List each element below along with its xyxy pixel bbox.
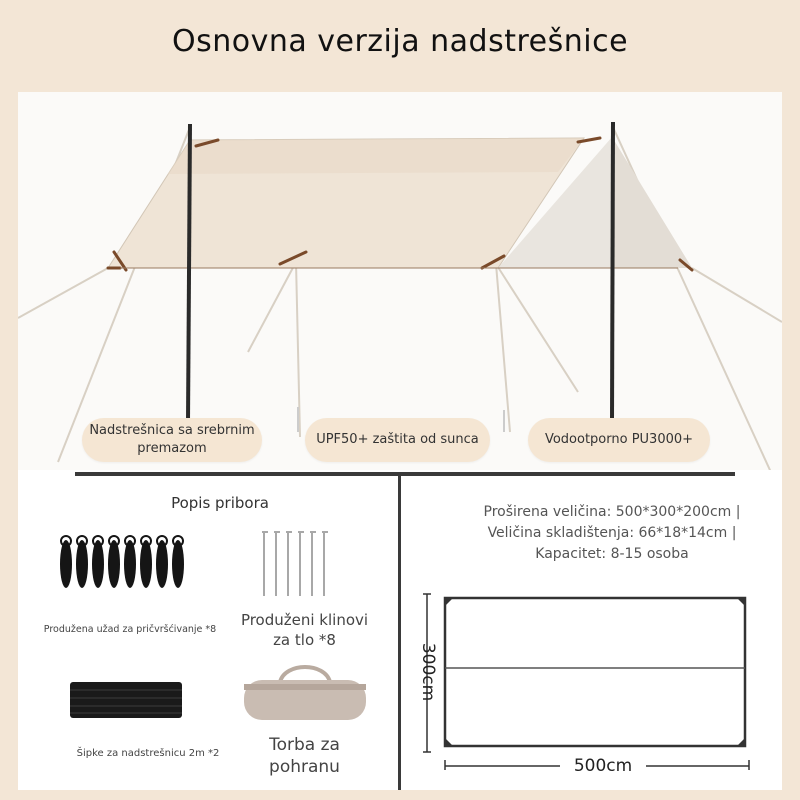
spec-line-expanded-size: Proširena veličina: 500*300*200cm | <box>483 504 741 520</box>
spec-line-capacity: Kapacitet: 8-15 osoba <box>535 546 689 562</box>
accessory-caption-poles: Šipke za nadstrešnicu 2m *2 <box>76 748 220 759</box>
page-title: Osnovna verzija nadstrešnice <box>171 24 629 59</box>
accessory-caption-ropes: Produžena užad za pričvršćivanje *8 <box>43 624 217 635</box>
canopy-illustration <box>18 92 782 470</box>
rope-bundle-icon <box>58 534 188 594</box>
feature-pill-upf <box>305 418 490 462</box>
width-dimension-label: 500cm <box>560 756 646 776</box>
canopy-photo <box>18 92 782 470</box>
horizontal-divider <box>75 472 735 476</box>
pole-bundle-icon <box>70 680 184 720</box>
specs-block <box>462 502 762 565</box>
feature-pill-waterproof <box>528 418 710 462</box>
dimension-diagram <box>415 588 765 770</box>
accessory-caption-bag: Torba za pohranu <box>269 735 340 777</box>
feature-label: Vodootporno PU3000+ <box>544 432 694 448</box>
ground-stake-icon <box>258 528 330 600</box>
spec-line-storage-size: Veličina skladištenja: 66*18*14cm | <box>487 525 737 541</box>
feature-label: UPF50+ zaštita od sunca <box>316 432 479 448</box>
accessories-heading: Popis pribora <box>171 494 269 512</box>
feature-label: Nadstrešnica sa srebrnim premazom <box>89 423 255 456</box>
accessory-caption-stakes: Produženi klinovi za tlo *8 <box>240 611 369 649</box>
feature-pill-coating <box>82 418 262 462</box>
vertical-divider <box>398 476 401 790</box>
storage-bag-icon <box>240 660 370 724</box>
height-dimension-label: 300cm <box>418 642 438 702</box>
